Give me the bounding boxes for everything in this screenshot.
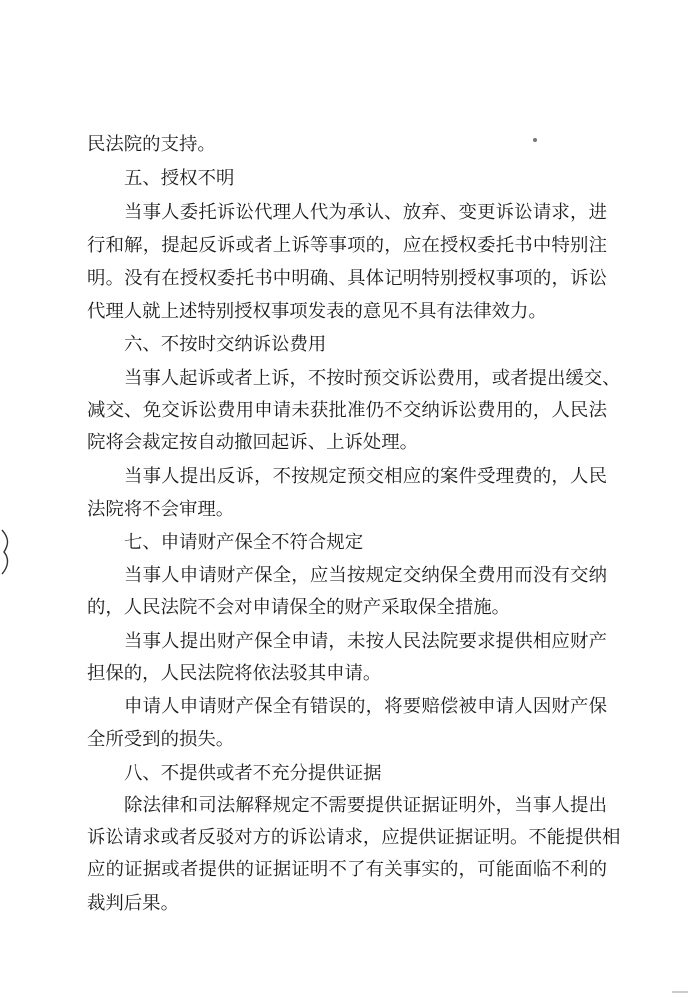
paragraph-line: 代理人就上述特别授权事项发表的意见不具有法律效力。 bbox=[87, 301, 547, 322]
paragraph-line: 申请人申请财产保全有错误的，将要赔偿被申请人因财产保 bbox=[124, 696, 607, 717]
paragraph-line: 当事人申请财产保全，应当按规定交纳保全费用而没有交纳 bbox=[124, 565, 607, 586]
section-heading-5: 五、授权不明 bbox=[124, 168, 235, 189]
paragraph-line: 诉讼请求或者反驳对方的诉讼请求，应提供证据证明。不能提供相 bbox=[87, 827, 621, 848]
section-heading-6: 六、不按时交纳诉讼费用 bbox=[124, 334, 327, 355]
paragraph-line: 除法律和司法解释规定不需要提供证据证明外，当事人提出 bbox=[124, 795, 607, 816]
paragraph-line: 应的证据或者提供的证据证明不了有关事实的，可能面临不利的 bbox=[87, 859, 607, 880]
binding-mark bbox=[0, 528, 14, 576]
paragraph-line: 明。没有在授权委托书中明确、具体记明特别授权事项的，诉讼 bbox=[87, 268, 607, 289]
paragraph-line: 民法院的支持。 bbox=[87, 134, 216, 155]
paragraph-line: 院将会裁定按自动撤回起诉、上诉处理。 bbox=[87, 432, 419, 453]
paragraph-line: 裁判后果。 bbox=[87, 893, 179, 914]
paragraph-line: 法院将不会审理。 bbox=[87, 499, 235, 520]
paragraph-line: 当事人提出反诉，不按规定预交相应的案件受理费的，人民 bbox=[124, 466, 607, 487]
paragraph-line: 当事人委托诉讼代理人代为承认、放弃、变更诉讼请求，进 bbox=[124, 202, 607, 223]
paragraph-line: 行和解，提起反诉或者上诉等事项的，应在授权委托书中特别注 bbox=[87, 235, 607, 256]
paragraph-line: 全所受到的损失。 bbox=[87, 729, 235, 750]
paragraph-line: 减交、免交诉讼费用申请未获批准仍不交纳诉讼费用的，人民法 bbox=[87, 400, 607, 421]
scan-mark bbox=[672, 990, 688, 994]
paragraph-line: 担保的，人民法院将依法驳其申请。 bbox=[87, 663, 382, 684]
paragraph-line: 当事人起诉或者上诉，不按时预交诉讼费用，或者提出缓交、 bbox=[124, 368, 621, 389]
section-heading-8: 八、不提供或者不充分提供证据 bbox=[124, 763, 382, 784]
paragraph-line: 当事人提出财产保全申请，未按人民法院要求提供相应财产 bbox=[124, 631, 607, 652]
paragraph-line: 的，人民法院不会对申请保全的财产采取保全措施。 bbox=[87, 597, 510, 618]
section-heading-7: 七、申请财产保全不符合规定 bbox=[124, 532, 364, 553]
